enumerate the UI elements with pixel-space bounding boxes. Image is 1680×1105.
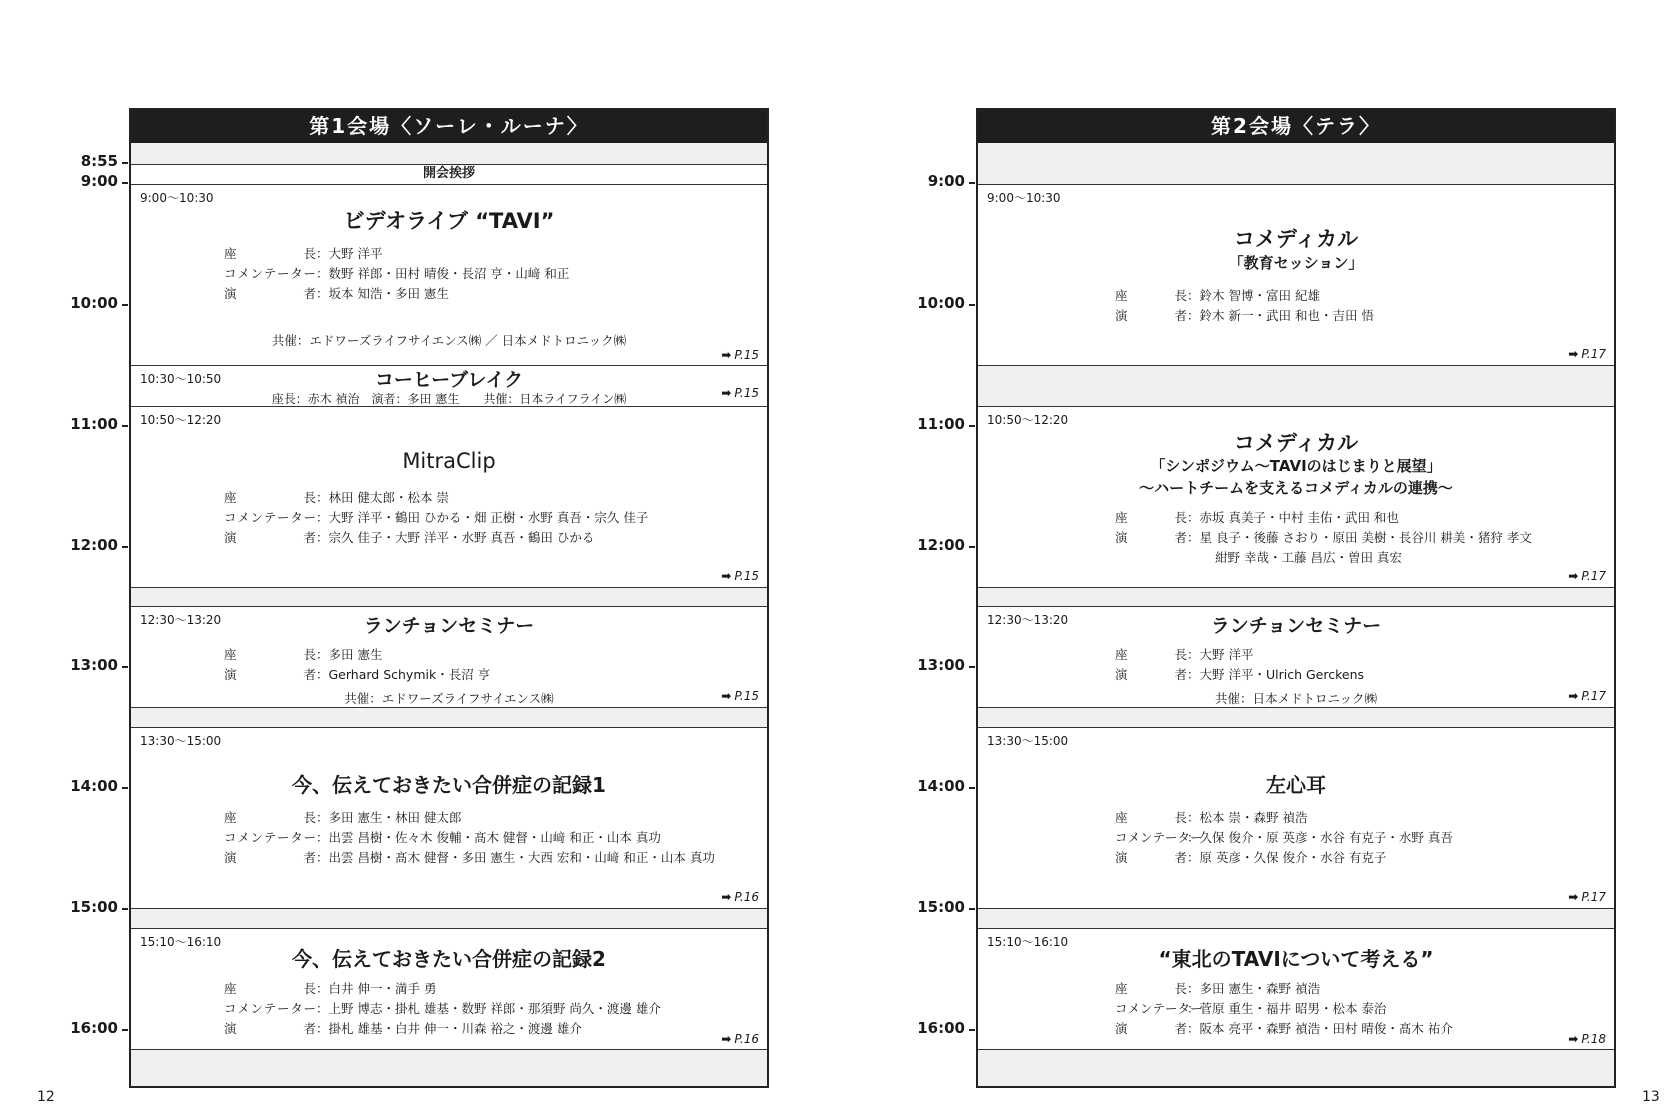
- session-title: MitraClip: [402, 449, 496, 473]
- session-title: コーヒーブレイク: [374, 369, 524, 391]
- session-block: [978, 406, 1614, 588]
- page-ref: ➡ P.17: [1568, 689, 1606, 703]
- time-tick: 12:00: [917, 536, 965, 554]
- chair-row: 座長：鈴木 智博・富田 紀雄: [1115, 288, 1320, 303]
- chair-row: 座長：赤坂 真美子・中村 圭佑・武田 和也: [1115, 510, 1399, 525]
- page-number: 13: [1642, 1089, 1660, 1105]
- speaker-row: 演者：坂本 知浩・多田 憲生: [224, 286, 449, 301]
- speaker-row: 演者：掛札 雄基・白井 伸一・川森 裕之・渡邊 雄介: [224, 1021, 582, 1036]
- time-tick: 10:00: [917, 294, 965, 312]
- time-tick: 14:00: [917, 777, 965, 795]
- session-sponsor: 共催：エドワーズライフサイエンス㈱ ／ 日本メドトロニック㈱: [271, 333, 627, 348]
- time-tick: 9:00: [927, 172, 965, 190]
- speaker-row: 演者：原 英彦・久保 俊介・水谷 有克子: [1115, 850, 1387, 865]
- time-tick: 16:00: [70, 1019, 118, 1037]
- session-title: “東北のTAVIについて考える”: [1158, 947, 1434, 971]
- right-page: [840, 0, 1680, 1105]
- page-ref: ➡ P.15: [721, 569, 759, 583]
- page-ref: ➡ P.16: [721, 890, 759, 904]
- session-subtitle-2: 〜ハートチームを支えるコメディカルの連携〜: [1139, 479, 1453, 497]
- session-subtitle: 「シンポジウム〜TAVIのはじまりと展望」: [1150, 457, 1442, 475]
- arrow-right-icon: ➡: [1568, 347, 1579, 361]
- page-number: 12: [37, 1089, 55, 1105]
- session-block: [131, 406, 767, 588]
- page-ref: ➡ P.17: [1568, 569, 1606, 583]
- commentator-row: コメンテーター：出雲 昌樹・佐々木 俊輔・髙木 健督・山﨑 和正・山本 真功: [224, 830, 661, 845]
- session-title: ランチョンセミナー: [1210, 615, 1382, 637]
- time-tick: 8:55: [80, 152, 118, 170]
- session-title: 今、伝えておきたい合併症の記録2: [292, 947, 606, 971]
- session-time: 15:10〜16:10: [140, 935, 222, 949]
- room2-schedule-panel: [976, 108, 1616, 1088]
- speaker-row: 演者：星 良子・後藤 さおり・原田 美樹・長谷川 耕美・猪狩 孝文: [1115, 530, 1532, 545]
- arrow-right-icon: ➡: [721, 689, 732, 703]
- session-block: [131, 727, 767, 909]
- session-block: [978, 606, 1614, 708]
- chair-row: 座長：松本 崇・森野 禎浩: [1115, 810, 1308, 825]
- page-ref: ➡ P.15: [721, 348, 759, 362]
- page-ref: ➡ P.17: [1568, 347, 1606, 361]
- arrow-right-icon: ➡: [721, 890, 732, 904]
- time-tick: 10:00: [70, 294, 118, 312]
- time-tick: 11:00: [70, 415, 118, 433]
- commentator-row: コメンテーター：久保 俊介・原 英彦・水谷 有克子・水野 真吾: [1115, 830, 1453, 845]
- session-title: 今、伝えておきたい合併症の記録1: [292, 773, 606, 797]
- session-sponsor: 共催：日本メドトロニック㈱: [1214, 691, 1377, 706]
- session-time: 12:30〜13:20: [140, 613, 222, 627]
- time-tick: 14:00: [70, 777, 118, 795]
- session-time: 10:30〜10:50: [140, 372, 222, 386]
- opening-remarks: 開会挨拶: [131, 164, 767, 185]
- speaker-row: 演者：Gerhard Schymik・長沼 亨: [224, 667, 491, 682]
- time-tick: 13:00: [70, 656, 118, 674]
- time-tick: 9:00: [80, 172, 118, 190]
- session-title: コメディカル: [1233, 431, 1359, 455]
- arrow-right-icon: ➡: [1568, 1032, 1579, 1046]
- chair-row: 座長：大野 洋平: [1115, 647, 1254, 662]
- session-title: コメディカル: [1233, 227, 1359, 251]
- session-title: ランチョンセミナー: [363, 615, 535, 637]
- arrow-right-icon: ➡: [721, 348, 732, 362]
- room2-title: 第2会場〈テラ〉: [978, 110, 1614, 143]
- arrow-right-icon: ➡: [721, 386, 732, 400]
- chair-row: 座長：多田 憲生: [224, 647, 383, 662]
- session-time: 13:30〜15:00: [140, 734, 222, 748]
- session-title: 左心耳: [1266, 773, 1326, 797]
- time-tick: 12:00: [70, 536, 118, 554]
- session-time: 10:50〜12:20: [987, 413, 1069, 427]
- time-tick: 11:00: [917, 415, 965, 433]
- arrow-right-icon: ➡: [721, 569, 732, 583]
- arrow-right-icon: ➡: [1568, 569, 1579, 583]
- arrow-right-icon: ➡: [1568, 890, 1579, 904]
- session-block: [131, 365, 767, 407]
- session-sponsor: 共催：エドワーズライフサイエンス㈱: [344, 691, 554, 706]
- speaker-row-continued: 紺野 幸哉・工藤 昌広・曽田 真宏: [1215, 550, 1402, 565]
- speaker-row: 演者：阪本 亮平・森野 禎浩・田村 晴俊・髙木 祐介: [1115, 1021, 1453, 1036]
- session-block: [131, 606, 767, 708]
- page-ref: ➡ P.15: [721, 689, 759, 703]
- commentator-row: コメンテーター：上野 博志・掛札 雄基・数野 祥郎・那須野 尚久・渡邊 雄介: [224, 1001, 661, 1016]
- session-time: 15:10〜16:10: [987, 935, 1069, 949]
- chair-row: 座長：大野 洋平: [224, 246, 383, 261]
- page-ref: ➡ P.16: [721, 1032, 759, 1046]
- commentator-row: コメンテーター：菅原 重生・福井 昭男・松本 泰治: [1115, 1001, 1387, 1016]
- session-time: 13:30〜15:00: [987, 734, 1069, 748]
- commentator-row: コメンテーター：数野 祥郎・田村 晴俊・長沼 亨・山﨑 和正: [224, 266, 570, 281]
- speaker-row: 演者：宗久 佳子・大野 洋平・水野 真吾・鶴田 ひかる: [224, 530, 595, 545]
- page-ref: ➡ P.18: [1568, 1032, 1606, 1046]
- time-tick: 16:00: [917, 1019, 965, 1037]
- commentator-row: コメンテーター：大野 洋平・鶴田 ひかる・畑 正樹・水野 真吾・宗久 佳子: [224, 510, 649, 525]
- speaker-row: 演者：出雲 昌樹・髙木 健督・多田 憲生・大西 宏和・山﨑 和正・山本 真功: [224, 850, 715, 865]
- chair-row: 座長：白井 伸一・満手 勇: [224, 981, 437, 996]
- chair-row: 座長：多田 憲生・林田 健太郎: [224, 810, 462, 825]
- chair-row: 座長：林田 健太郎・松本 崇: [224, 490, 449, 505]
- session-block: [978, 928, 1614, 1050]
- page-ref: ➡ P.15: [721, 386, 759, 400]
- time-tick: 15:00: [917, 898, 965, 916]
- session-subtitle: 「教育セッション」: [1228, 254, 1364, 272]
- arrow-right-icon: ➡: [721, 1032, 732, 1046]
- session-details: 座長：赤木 禎治 演者：多田 憲生 共催：日本ライフライン㈱: [271, 392, 627, 406]
- room1-title: 第1会場〈ソーレ・ルーナ〉: [131, 110, 767, 143]
- time-tick: 13:00: [917, 656, 965, 674]
- room1-schedule-panel: [129, 108, 769, 1088]
- session-block: [131, 928, 767, 1050]
- session-time: 10:50〜12:20: [140, 413, 222, 427]
- chair-row: 座長：多田 憲生・森野 禎浩: [1115, 981, 1320, 996]
- session-time: 12:30〜13:20: [987, 613, 1069, 627]
- session-time: 9:00〜10:30: [987, 191, 1061, 205]
- page-ref: ➡ P.17: [1568, 890, 1606, 904]
- arrow-right-icon: ➡: [1568, 689, 1579, 703]
- session-title: ビデオライブ “TAVI”: [343, 209, 555, 233]
- speaker-row: 演者：大野 洋平・Ulrich Gerckens: [1115, 667, 1365, 682]
- time-tick: 15:00: [70, 898, 118, 916]
- session-block: [978, 184, 1614, 366]
- speaker-row: 演者：鈴木 新一・武田 和也・吉田 悟: [1115, 308, 1374, 323]
- session-block: [131, 184, 767, 366]
- session-block: [978, 727, 1614, 909]
- session-time: 9:00〜10:30: [140, 191, 214, 205]
